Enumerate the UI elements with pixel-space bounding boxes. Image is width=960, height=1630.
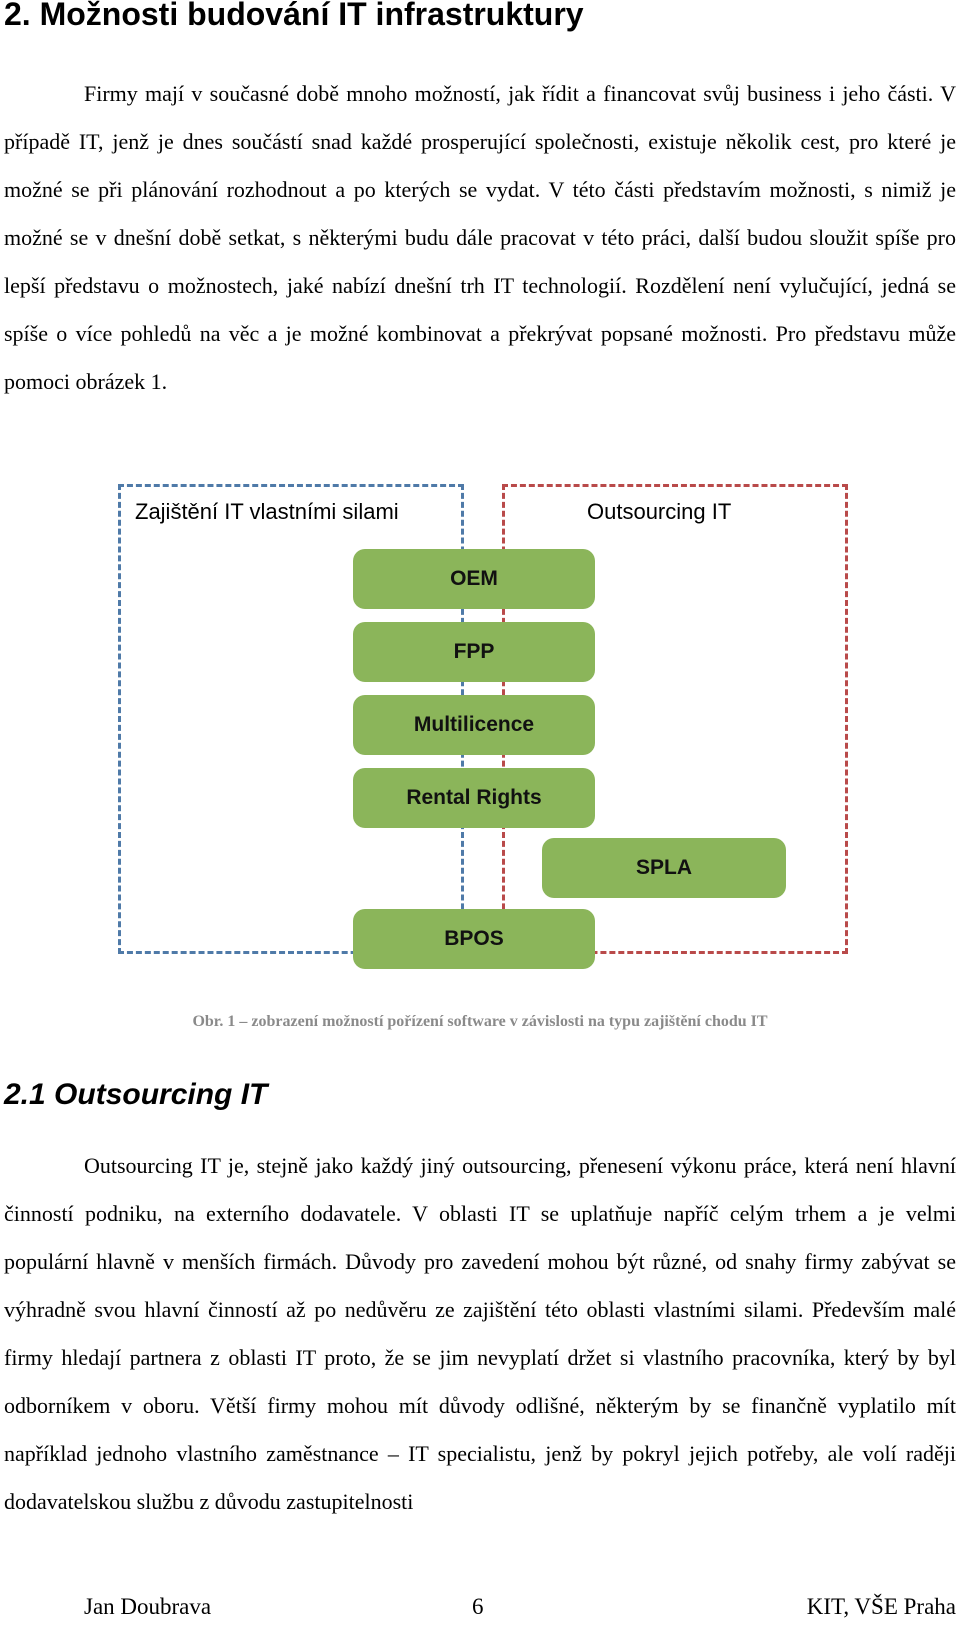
outsourcing-paragraph: Outsourcing IT je, stejně jako každý jiný outsourcing, přenesení výkonu práce, která není hlavní činností podniku, na externího dodavatele. V oblasti IT se uplatňuje napříč celým trhem a je velmi populární hlavně v menších firmách. Důvody pro zavedení mohou být různé, od snahy firmy zabývat se výhradně svou hlavní činností až po nedůvěru ze zajištění této oblasti vlastními silami. Především malé firmy hledají partnera z oblasti IT proto, že se jim nevyplatí držet si vlastního pracovníka, který by byl odborníkem v oboru. Větší firmy mohou mít důvody odlišné, některým by se finančně vyplatilo mít například jednoho vlastního zaměstnance – IT specialistu, jenž by pokryl jejich potřeby, ale volí raději dodavatelskou službu z důvodu zastupitelnosti — [4, 1153, 956, 1514]
intro-paragraph: Firmy mají v současné době mnoho možností, jak řídit a financovat svůj business i jeho části. V případě IT, jenž je dnes součástí snad každé prosperující společnosti, existuje několik cest, pro které je možné se při plánování rozhodnout a po kterých se vydat. V této části představím možnosti, s nimiž je možné se v dnešní době setkat, s některými budu dále pracovat v této práci, další budou sloužit spíše pro lepší představu o možnostech, jaké nabízí dnešní trh IT technologií. Rozdělení není vylučující, jedná se spíše o více pohledů na věc a je možné kombinovat a překrývat popsané možnosti. Pro představu může pomoci obrázek 1. — [4, 81, 956, 394]
oem-box: OEM — [353, 549, 595, 609]
outsourcing-label: Outsourcing IT — [587, 499, 732, 524]
fpp-box: FPP — [353, 622, 595, 682]
bpos-box: BPOS — [353, 909, 595, 969]
figure-caption: Obr. 1 – zobrazení možností pořízení software v závislosti na typu zajištění chodu IT — [192, 1013, 768, 1030]
own-resources-label: Zajištění IT vlastními silami — [135, 499, 399, 524]
footer-institution: KIT, VŠE Praha — [806, 1594, 956, 1619]
footer-author: Jan Doubrava — [84, 1594, 212, 1619]
spla-box: SPLA — [542, 838, 786, 898]
rental-rights-box: Rental Rights — [353, 768, 595, 828]
chapter-heading: 2. Možnosti budování IT infrastruktury — [4, 0, 584, 32]
licensing-options-diagram — [110, 481, 850, 1001]
multilicence-box: Multilicence — [353, 695, 595, 755]
footer-page-number: 6 — [472, 1594, 484, 1619]
section-heading: 2.1 Outsourcing IT — [4, 1078, 268, 1111]
